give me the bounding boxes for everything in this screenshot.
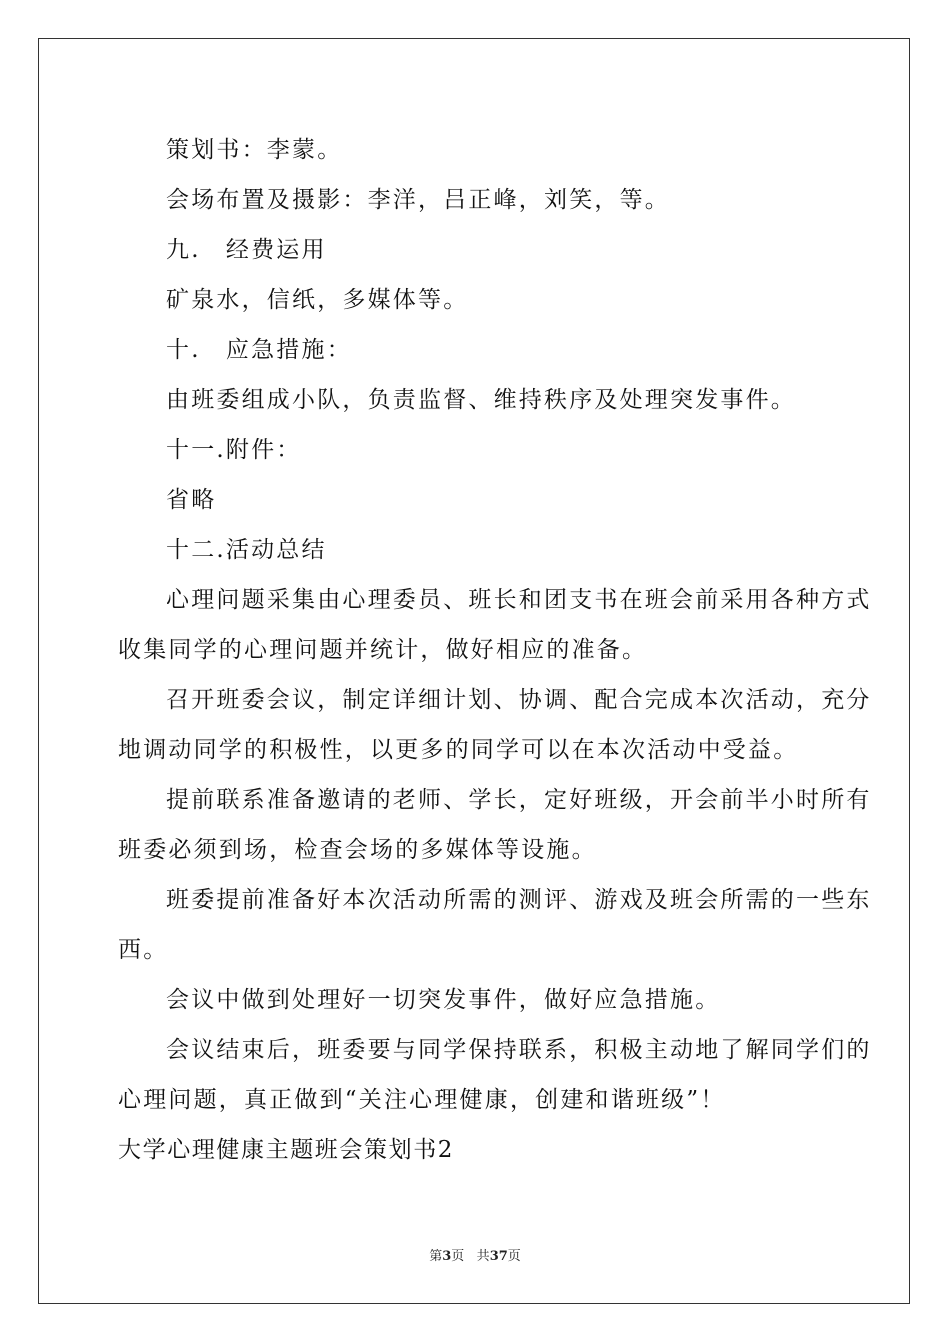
section-heading: 十. 应急措施： bbox=[166, 337, 352, 363]
page-footer bbox=[0, 1248, 950, 1266]
section-heading: 十二.活动总结 bbox=[166, 537, 327, 563]
page-number: 3 bbox=[442, 1249, 452, 1264]
section-heading: 十一.附件： bbox=[166, 437, 302, 463]
text-line: 由班委组成小队，负责监督、维持秩序及处理突发事件。 bbox=[166, 387, 796, 413]
paragraph-line: 西。 bbox=[118, 937, 169, 963]
page-suffix: 页 bbox=[451, 1249, 465, 1264]
text-line: 策划书：李蒙。 bbox=[166, 137, 343, 163]
paragraph-line: 心理问题，真正做到“关注心理健康，创建和谐班级”！ bbox=[118, 1087, 726, 1113]
page-prefix: 第 bbox=[429, 1249, 443, 1264]
paragraph-line: 班委提前准备好本次活动所需的测评、游戏及班会所需的一些东 bbox=[166, 887, 872, 913]
text-line: 省略 bbox=[166, 487, 217, 513]
text-line: 会场布置及摄影：李洋，吕正峰，刘笑，等。 bbox=[166, 187, 670, 213]
total-pages: 37 bbox=[489, 1249, 508, 1264]
total-suffix: 页 bbox=[507, 1249, 521, 1264]
paragraph-line: 班委必须到场，检查会场的多媒体等设施。 bbox=[118, 837, 597, 863]
document-title: 大学心理健康主题班会策划书2 bbox=[118, 1137, 455, 1163]
paragraph-line: 提前联系准备邀请的老师、学长，定好班级，开会前半小时所有 bbox=[166, 787, 872, 813]
text-line: 矿泉水，信纸，多媒体等。 bbox=[166, 287, 469, 313]
paragraph-line: 会议结束后，班委要与同学保持联系，积极主动地了解同学们的 bbox=[166, 1037, 872, 1063]
paragraph-line: 收集同学的心理问题并统计，做好相应的准备。 bbox=[118, 637, 648, 663]
paragraph-line: 地调动同学的积极性，以更多的同学可以在本次活动中受益。 bbox=[118, 737, 799, 763]
section-heading: 九. 经费运用 bbox=[166, 237, 327, 263]
total-prefix: 共 bbox=[476, 1249, 490, 1264]
paragraph-line: 心理问题采集由心理委员、班长和团支书在班会前采用各种方式 bbox=[166, 587, 872, 613]
paragraph-line: 会议中做到处理好一切突发事件，做好应急措施。 bbox=[166, 987, 721, 1013]
paragraph-line: 召开班委会议，制定详细计划、协调、配合完成本次活动，充分 bbox=[166, 687, 872, 713]
